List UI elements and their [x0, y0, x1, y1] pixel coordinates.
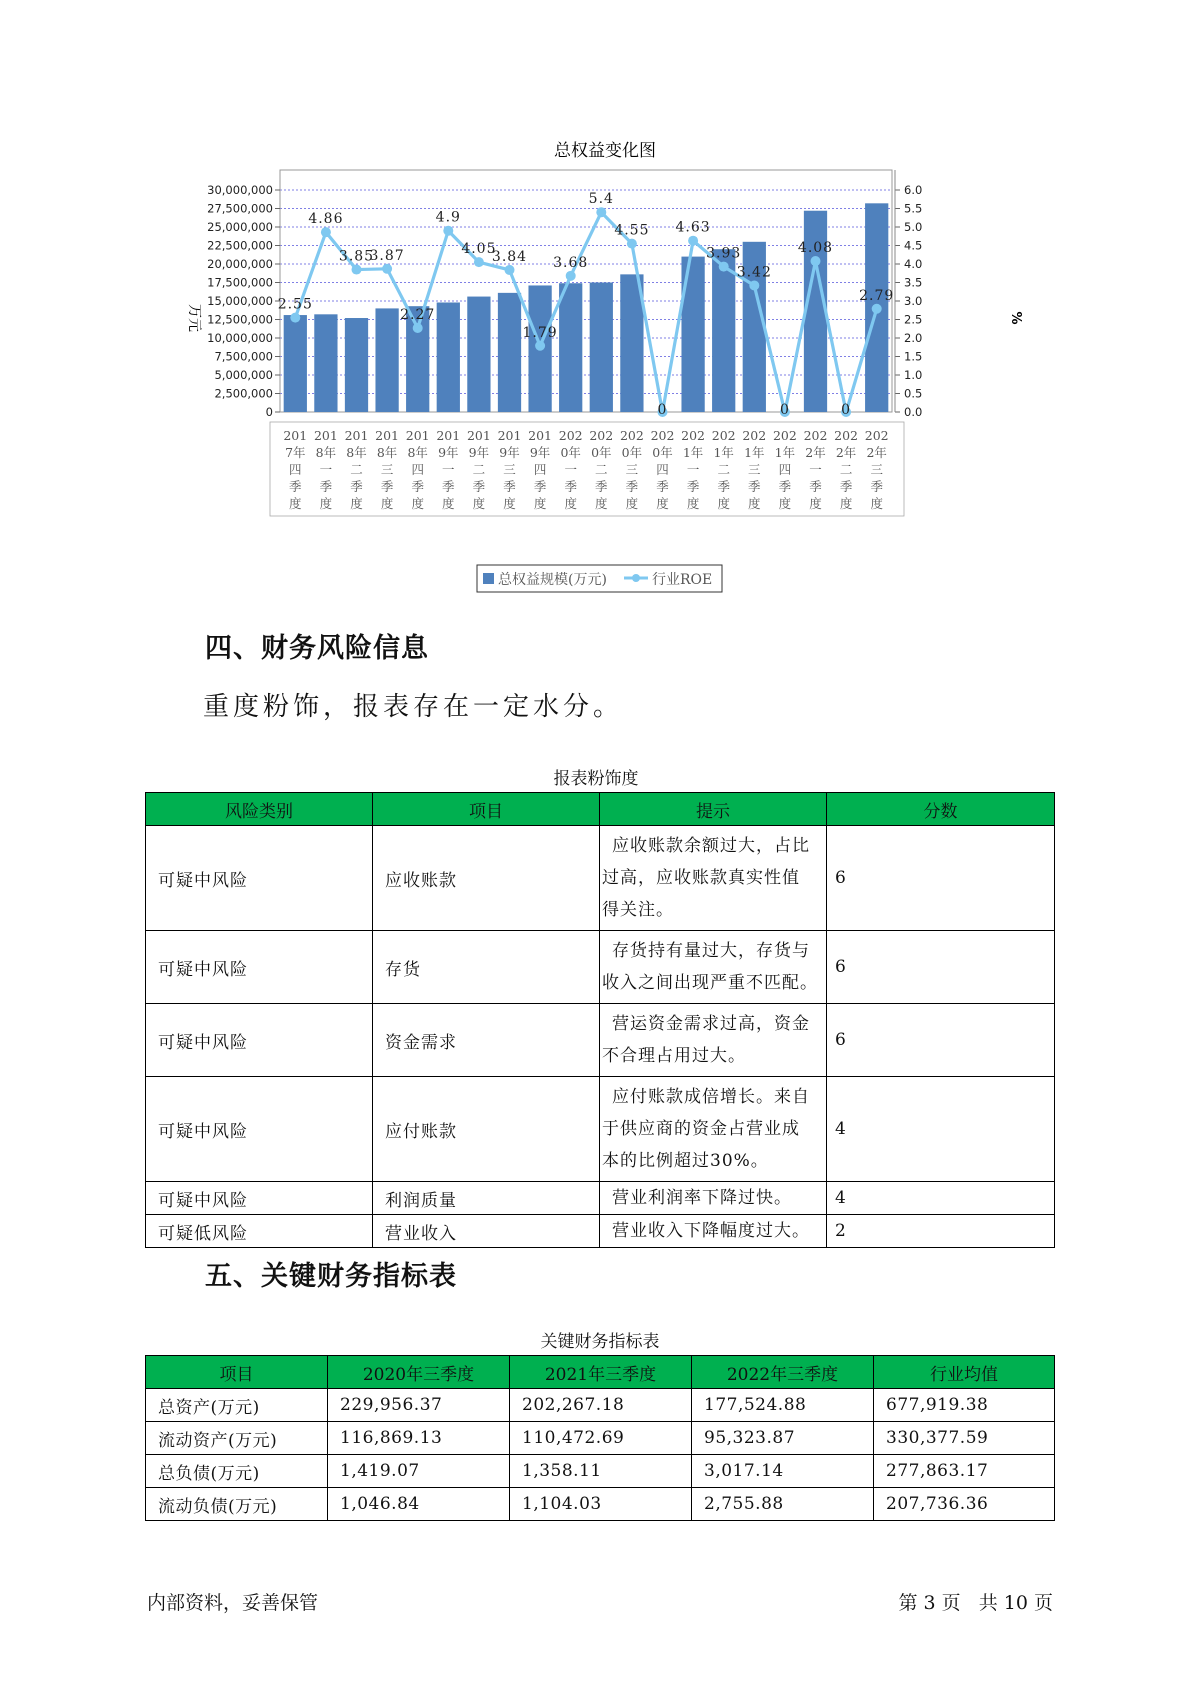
x-tick-label: 季: [595, 479, 608, 494]
x-tick-label: 三: [748, 462, 761, 477]
x-tick-label: 季: [717, 479, 730, 494]
x-tick-label: 一: [442, 462, 455, 477]
roe-data-label: 4.55: [614, 222, 650, 239]
roe-data-label: 0: [841, 402, 852, 418]
x-tick-label: 202: [864, 428, 889, 443]
y-tick-label: 2,500,000: [214, 386, 273, 401]
section-four-body: 重度粉饰，报表存在一定水分。: [203, 692, 624, 722]
kfi-value: 177,524.88: [692, 1389, 874, 1422]
x-tick-label: 度: [319, 496, 333, 511]
header-industry-avg: 行业均值: [874, 1356, 1055, 1389]
legend-line-label: 行业ROE: [652, 572, 713, 588]
x-tick-label: 季: [564, 479, 577, 494]
key-financial-indicator-table: [145, 1355, 1055, 1521]
kfi-item: 流动负债(万元): [146, 1488, 328, 1521]
roe-data-label: 0: [657, 402, 668, 418]
x-tick-label: 202: [742, 428, 767, 443]
y-tick-label: 20,000,000: [207, 257, 273, 271]
y-axis-label: 万元: [186, 304, 202, 332]
risk-category: 可疑中风险: [146, 1182, 373, 1215]
x-tick-label: 季: [442, 479, 455, 494]
chart-x-labels: [270, 422, 904, 516]
y-tick-label: 22,500,000: [207, 238, 273, 253]
y-tick-label: 30,000,000: [207, 183, 273, 197]
x-tick-label: 度: [870, 496, 883, 511]
x-tick-label: 8年: [376, 445, 398, 460]
x-tick-label: 季: [503, 479, 516, 494]
table-row: [146, 1077, 1055, 1182]
legend-bar-label: 总权益规模(万元): [498, 572, 607, 588]
x-tick-label: 0年: [652, 445, 673, 460]
x-tick-label: 201: [313, 428, 338, 443]
roe-point: [535, 341, 545, 351]
x-tick-label: 季: [533, 479, 547, 494]
risk-category: 可疑中风险: [146, 826, 373, 931]
x-tick-label: 201: [375, 428, 400, 443]
roe-point: [749, 280, 759, 290]
section-four-heading: 四、财务风险信息: [205, 633, 429, 664]
x-tick-label: 1年: [713, 445, 734, 460]
roe-data-label: 4.63: [675, 219, 711, 236]
x-tick-label: 度: [442, 496, 455, 511]
chart-bars: [284, 203, 889, 412]
x-tick-label: 2年: [866, 445, 887, 460]
x-tick-label: 二: [839, 462, 853, 477]
x-tick-label: 1年: [682, 445, 704, 460]
x-tick-label: 201: [497, 428, 522, 443]
x-tick-label: 2年: [835, 445, 857, 460]
y-tick-label: 7,500,000: [214, 349, 273, 364]
x-tick-label: 二: [595, 462, 608, 477]
header-score: 分数: [827, 793, 1055, 826]
roe-point: [872, 304, 882, 314]
x-tick-label: 201: [344, 428, 369, 443]
page-number: 第 3 页 共 10 页: [898, 1592, 1053, 1614]
x-tick-label: 一: [319, 462, 333, 477]
footer-note: 内部资料，妥善保管: [147, 1592, 319, 1614]
table-row: [146, 1488, 1055, 1521]
roe-data-label: 4.9: [435, 209, 461, 226]
table-row: [146, 1004, 1055, 1077]
y2-tick-label: 0.5: [904, 386, 923, 401]
roe-point: [290, 313, 300, 323]
x-tick-label: 202: [711, 428, 736, 443]
risk-category: 可疑中风险: [146, 1004, 373, 1077]
x-tick-label: 三: [870, 462, 883, 477]
roe-point: [352, 265, 362, 275]
x-tick-label: 2年: [805, 445, 826, 460]
x-tick-label: 7年: [285, 445, 306, 460]
roe-point: [719, 262, 729, 272]
x-tick-label: 三: [625, 462, 639, 477]
x-tick-label: 度: [686, 496, 700, 511]
x-tick-label: 8年: [315, 445, 337, 460]
x-tick-label: 202: [589, 428, 614, 443]
bar: [437, 302, 460, 412]
x-tick-label: 9年: [438, 445, 459, 460]
x-tick-label: 202: [558, 428, 583, 443]
x-tick-label: 季: [319, 479, 333, 494]
kfi-value: 229,956.37: [328, 1389, 510, 1422]
kfi-value: 1,419.07: [328, 1455, 510, 1488]
x-tick-label: 季: [870, 479, 883, 494]
table-row: [146, 1389, 1055, 1422]
roe-data-label: 3.87: [369, 247, 405, 264]
kfi-value: 277,863.17: [874, 1455, 1055, 1488]
chart-legend: [477, 565, 722, 592]
roe-point: [627, 239, 637, 249]
x-tick-label: 度: [350, 496, 363, 511]
x-tick-label: 201: [283, 428, 308, 443]
risk-hint: 营业收入下降幅度过大。: [600, 1215, 827, 1248]
equity-change-chart: [150, 130, 1050, 600]
x-tick-label: 201: [466, 428, 491, 443]
x-tick-label: 二: [350, 462, 363, 477]
roe-point: [566, 271, 576, 281]
x-tick-label: 二: [472, 462, 486, 477]
x-tick-label: 四: [411, 462, 424, 477]
roe-data-label: 0: [779, 402, 790, 418]
x-tick-label: 三: [380, 462, 394, 477]
roe-point: [382, 264, 392, 274]
header-2022q3: 2022年三季度: [692, 1356, 874, 1389]
y2-tick-label: 0.0: [904, 405, 923, 419]
x-tick-label: 度: [472, 496, 486, 511]
header-item: 项目: [146, 1356, 328, 1389]
x-tick-label: 季: [289, 479, 302, 494]
y2-tick-label: 4.5: [904, 238, 923, 253]
x-tick-label: 四: [778, 462, 792, 477]
roe-data-label: 2.55: [277, 296, 313, 313]
roe-data-label: 4.86: [308, 211, 344, 228]
risk-hint: 存货持有量过大，存货与 收入之间出现严重不匹配。: [600, 931, 827, 1004]
x-tick-label: 季: [748, 479, 761, 494]
risk-score: 4: [827, 1077, 1055, 1182]
x-tick-label: 度: [411, 496, 424, 511]
risk-item: 应付账款: [373, 1077, 600, 1182]
x-tick-label: 季: [472, 479, 486, 494]
roe-point: [413, 323, 423, 333]
x-tick-label: 9年: [499, 445, 520, 460]
roe-data-label: 3.84: [491, 248, 528, 265]
risk-hint: 应付账款成倍增长。来自 于供应商的资金占营业成 本的比例超过30%。: [600, 1077, 827, 1182]
table-row: [146, 1422, 1055, 1455]
bar: [712, 249, 735, 412]
x-tick-label: 度: [839, 496, 853, 511]
risk-item: 资金需求: [373, 1004, 600, 1077]
x-tick-label: 季: [411, 479, 424, 494]
risk-score: 6: [827, 1004, 1055, 1077]
y-tick-label: 17,500,000: [207, 275, 273, 290]
kfi-value: 95,323.87: [692, 1422, 874, 1455]
x-tick-label: 1年: [744, 445, 765, 460]
header-2021q3: 2021年三季度: [510, 1356, 692, 1389]
x-tick-label: 度: [564, 496, 577, 511]
risk-score: 6: [827, 826, 1055, 931]
y2-tick-label: 4.0: [904, 257, 923, 271]
y2-tick-label: 6.0: [904, 183, 923, 197]
kfi-item: 总负债(万元): [146, 1455, 328, 1488]
x-tick-label: 季: [809, 479, 822, 494]
y2-tick-label: 2.5: [904, 312, 923, 327]
risk-table-header: [146, 793, 1055, 826]
x-tick-label: 0年: [621, 445, 643, 460]
x-tick-label: 8年: [346, 445, 367, 460]
kfi-value: 1,104.03: [510, 1488, 692, 1521]
kfi-value: 202,267.18: [510, 1389, 692, 1422]
x-tick-label: 季: [839, 479, 853, 494]
roe-data-label: 3.85: [338, 248, 375, 265]
y-tick-label: 10,000,000: [207, 331, 273, 345]
plot-frame: [277, 170, 895, 412]
x-tick-label: 度: [625, 496, 639, 511]
y2-axis-label: %: [1008, 311, 1023, 325]
x-tick-label: 1年: [774, 445, 796, 460]
x-tick-label: 度: [533, 496, 547, 511]
x-tick-label: 一: [686, 462, 700, 477]
chart-grid: [277, 190, 895, 394]
table-row: [146, 1182, 1055, 1215]
risk-category: 可疑中风险: [146, 1077, 373, 1182]
roe-point: [443, 226, 453, 236]
x-tick-label: 度: [656, 496, 669, 511]
x-tick-label: 四: [656, 462, 669, 477]
roe-data-label: 4.05: [461, 241, 497, 258]
x-tick-label: 度: [380, 496, 394, 511]
x-tick-label: 度: [717, 496, 730, 511]
risk-item: 应收账款: [373, 826, 600, 931]
x-tick-label: 二: [717, 462, 730, 477]
roe-data-label: 2.27: [400, 307, 436, 324]
roe-data-label: 4.08: [797, 240, 834, 257]
y-tick-label: 25,000,000: [207, 220, 273, 234]
roe-data-label: 3.42: [736, 264, 772, 281]
chart-line: [278, 191, 895, 418]
y-tick-label: 27,500,000: [207, 201, 273, 216]
risk-score: 4: [827, 1182, 1055, 1215]
x-tick-label: 202: [834, 428, 859, 443]
x-tick-label: 202: [803, 428, 828, 443]
kfi-value: 2,755.88: [692, 1488, 874, 1521]
roe-point: [505, 265, 515, 275]
x-tick-label: 202: [650, 428, 675, 443]
bar: [590, 283, 613, 413]
risk-score: 2: [827, 1215, 1055, 1248]
y2-tick-label: 1.0: [904, 368, 923, 382]
bar: [345, 318, 368, 412]
y2-tick-label: 1.5: [904, 349, 923, 364]
y-tick-label: 15,000,000: [207, 294, 273, 308]
kfi-item: 流动资产(万元): [146, 1422, 328, 1455]
risk-table: [145, 792, 1055, 1248]
x-tick-label: 201: [436, 428, 461, 443]
x-tick-label: 季: [625, 479, 639, 494]
bar: [467, 297, 490, 412]
risk-score: 6: [827, 931, 1055, 1004]
y2-tick-label: 3.5: [904, 275, 923, 290]
roe-point: [688, 236, 698, 246]
x-tick-label: 度: [778, 496, 792, 511]
bar: [375, 308, 398, 412]
risk-category: 可疑中风险: [146, 931, 373, 1004]
kfi-value: 116,869.13: [328, 1422, 510, 1455]
roe-point: [474, 257, 484, 267]
header-hint: 提示: [600, 793, 827, 826]
x-tick-label: 季: [686, 479, 700, 494]
x-tick-label: 度: [289, 496, 302, 511]
x-tick-label: 四: [289, 462, 302, 477]
y2-tick-label: 5.0: [904, 220, 923, 234]
bar: [284, 315, 307, 412]
bar: [498, 293, 521, 412]
table-row: [146, 1215, 1055, 1248]
x-tick-label: 季: [380, 479, 394, 494]
kfi-value: 1,046.84: [328, 1488, 510, 1521]
table-row: [146, 826, 1055, 931]
kfi-value: 330,377.59: [874, 1422, 1055, 1455]
section-five-heading: 五、关键财务指标表: [205, 1261, 457, 1292]
x-tick-label: 201: [405, 428, 430, 443]
x-tick-label: 201: [528, 428, 553, 443]
risk-item: 利润质量: [373, 1182, 600, 1215]
risk-hint: 营运资金需求过高，资金 不合理占用过大。: [600, 1004, 827, 1077]
risk-item: 营业收入: [373, 1215, 600, 1248]
kfi-value: 110,472.69: [510, 1422, 692, 1455]
roe-data-label: 2.79: [859, 287, 895, 304]
x-tick-label: 季: [350, 479, 363, 494]
x-tick-label: 202: [681, 428, 706, 443]
y2-tick-label: 3.0: [904, 294, 923, 308]
roe-data-label: 1.79: [522, 324, 558, 341]
y2-tick-label: 2.0: [904, 331, 923, 345]
table-row: [146, 1455, 1055, 1488]
header-item: 项目: [373, 793, 600, 826]
header-2020q3: 2020年三季度: [328, 1356, 510, 1389]
roe-point: [811, 256, 821, 266]
roe-data-label: 3.68: [553, 254, 589, 271]
x-tick-label: 季: [656, 479, 669, 494]
roe-point: [321, 227, 331, 237]
y-tick-label: 0: [265, 405, 273, 419]
roe-data-label: 3.93: [706, 245, 742, 262]
x-tick-label: 度: [503, 496, 516, 511]
kfi-value: 677,919.38: [874, 1389, 1055, 1422]
x-tick-label: 202: [619, 428, 644, 443]
x-tick-label: 季: [778, 479, 792, 494]
y2-tick-label: 5.5: [904, 201, 923, 216]
kfi-item: 总资产(万元): [146, 1389, 328, 1422]
y-tick-label: 5,000,000: [214, 368, 273, 382]
x-tick-label: 四: [533, 462, 547, 477]
x-tick-label: 9年: [529, 445, 551, 460]
table-row: [146, 931, 1055, 1004]
kfi-table-caption: 关键财务指标表: [540, 1332, 660, 1352]
risk-table-caption: 报表粉饰度: [553, 769, 639, 789]
legend-bar-swatch: [483, 573, 494, 584]
kfi-value: 207,736.36: [874, 1488, 1055, 1521]
roe-point: [596, 207, 606, 217]
x-tick-label: 三: [503, 462, 516, 477]
bar: [559, 283, 582, 412]
x-tick-label: 度: [748, 496, 761, 511]
x-tick-label: 8年: [407, 445, 428, 460]
roe-data-label: 5.4: [588, 191, 614, 208]
x-tick-label: 一: [564, 462, 577, 477]
x-tick-label: 一: [809, 462, 822, 477]
kfi-table-header: [146, 1356, 1055, 1389]
x-tick-label: 度: [595, 496, 608, 511]
risk-hint: 应收账款余额过大，占比 过高，应收账款真实性值 得关注。: [600, 826, 827, 931]
kfi-value: 3,017.14: [692, 1455, 874, 1488]
kfi-value: 1,358.11: [510, 1455, 692, 1488]
x-tick-label: 0年: [591, 445, 612, 460]
header-risk-category: 风险类别: [146, 793, 373, 826]
y-tick-label: 12,500,000: [207, 312, 273, 327]
x-tick-label: 0年: [560, 445, 581, 460]
x-tick-label: 度: [809, 496, 822, 511]
bar: [314, 314, 337, 412]
risk-hint: 营业利润率下降过快。: [600, 1182, 827, 1215]
risk-item: 存货: [373, 931, 600, 1004]
risk-category: 可疑低风险: [146, 1215, 373, 1248]
x-tick-label: 202: [772, 428, 797, 443]
x-tick-label: 9年: [468, 445, 490, 460]
chart-title: 总权益变化图: [554, 141, 656, 161]
